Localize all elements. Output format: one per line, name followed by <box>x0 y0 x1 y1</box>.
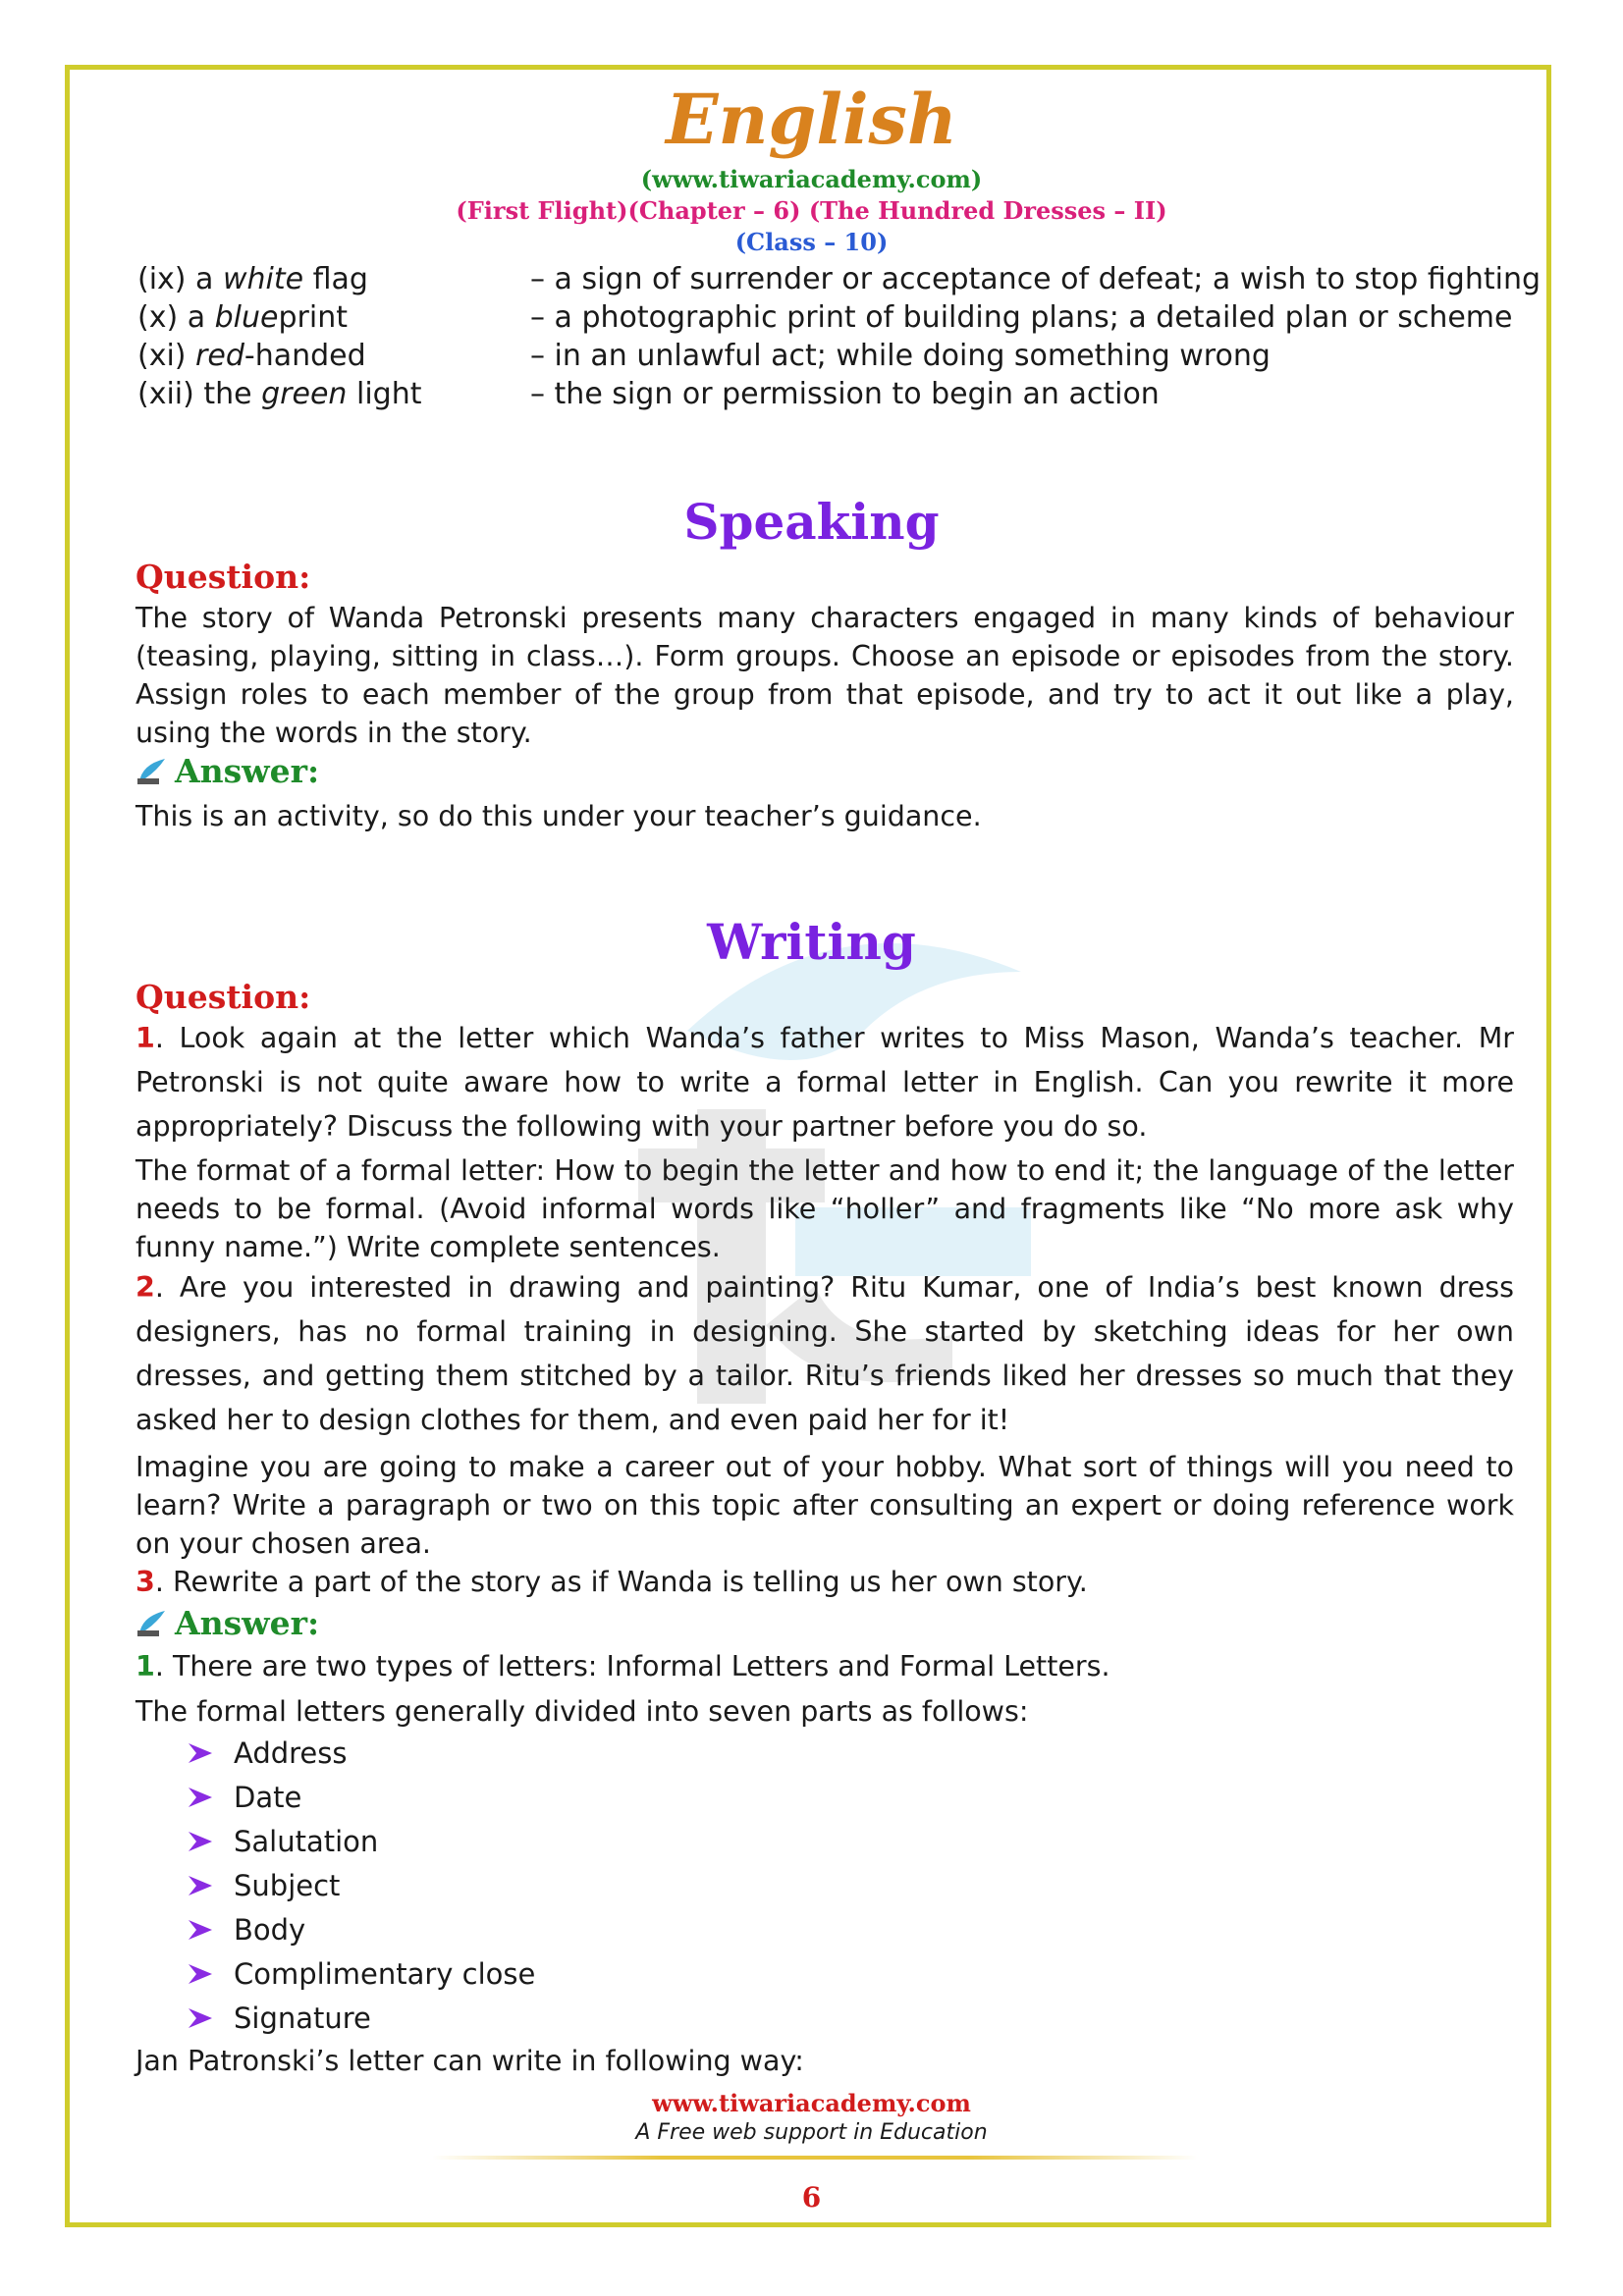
vocab-definition: – a sign of surrender or acceptance of defeat; a wish to stop fighting <box>530 262 1541 296</box>
header-chapter: (First Flight)(Chapter – 6) (The Hundred Dresses – II) <box>456 196 1167 225</box>
arrow-bullet-icon <box>187 1830 214 1853</box>
header-website: (www.tiwariacademy.com) <box>640 165 983 193</box>
list-item: Complimentary close <box>187 1952 535 1997</box>
writing-question-1: 1. Look again at the letter which Wanda’s father writes to Miss Mason, Wanda’s teacher. Mr Petronski is not quite aware how to write a formal letter in English. Can you rewrite it more appropriately? Discuss the following with your partner before you do so. <box>135 1022 1514 1143</box>
header-class: (Class – 10) <box>734 228 889 256</box>
speaking-answer-text: This is an activity, so do this under your teacher’s guidance. <box>135 800 982 832</box>
arrow-bullet-icon <box>187 1786 214 1809</box>
page-number: 6 <box>801 2181 822 2214</box>
writing-answer-label: Answer: <box>135 1604 319 1642</box>
list-item: Address <box>187 1732 535 1776</box>
formal-letter-parts-intro: The formal letters generally divided into seven parts as follows: <box>135 1695 1029 1728</box>
speaking-heading: Speaking <box>683 493 940 551</box>
speaking-question-text: The story of Wanda Petronski presents many characters engaged in many kinds of behaviour (teasing, playing, sitting in class…). Form groups. Choose an episode or episodes from the story. Assign roles to each member of the group from that episode, and try to act it out like a play, using the words in the story. <box>135 602 1514 749</box>
arrow-bullet-icon <box>187 1874 214 1897</box>
vocab-term: (xii) the green light <box>137 377 422 411</box>
footer-divider <box>432 2156 1198 2160</box>
arrow-bullet-icon <box>187 1741 214 1765</box>
vocab-term: (ix) a white flag <box>137 262 368 296</box>
footer-tagline: A Free web support in Education <box>635 2120 988 2145</box>
vocab-term: (xi) red-handed <box>137 339 366 373</box>
speaking-answer-label: Answer: <box>135 752 319 790</box>
vocab-definition: – the sign or permission to begin an action <box>530 377 1160 411</box>
writing-question-label: Question: <box>135 978 311 1016</box>
list-item: Subject <box>187 1864 535 1908</box>
arrow-bullet-icon <box>187 1918 214 1942</box>
writing-question-1-format: The format of a formal letter: How to begin the letter and how to end it; the language of the letter needs to be formal. (Avoid informal words like “holler” and fragments like “No more ask why funny name.”) Write complete sentences. <box>135 1154 1514 1263</box>
writing-question-3: 3. Rewrite a part of the story as if Wanda is telling us her own story. <box>135 1566 1088 1598</box>
writing-answer-1: 1. There are two types of letters: Informal Letters and Formal Letters. <box>135 1650 1110 1682</box>
list-item: Body <box>187 1908 535 1952</box>
quill-icon <box>135 1609 169 1638</box>
writing-question-2: 2. Are you interested in drawing and painting? Ritu Kumar, one of India’s best known dress designers, has no formal training in designing. She started by sketching ideas for her own dresses, and getting them stitched by a tailor. Ritu’s friends liked her dresses so much that they asked her to design clothes for them, and even paid her for it! <box>135 1271 1514 1436</box>
subject-title: English <box>666 79 957 160</box>
list-item: Date <box>187 1776 535 1820</box>
vocab-definition: – in an unlawful act; while doing something wrong <box>530 339 1271 373</box>
writing-question-2-imagine: Imagine you are going to make a career out of your hobby. What sort of things will you need to learn? Write a paragraph or two on this topic after consulting an expert or doing reference work on your chosen area. <box>135 1451 1514 1560</box>
list-item: Signature <box>187 1997 535 2041</box>
arrow-bullet-icon <box>187 1962 214 1986</box>
formal-letter-parts-list <box>187 1732 535 2041</box>
list-item: Salutation <box>187 1820 535 1864</box>
vocab-term: (x) a blueprint <box>137 300 348 335</box>
writing-heading: Writing <box>707 913 916 971</box>
vocab-definition: – a photographic print of building plans; a detailed plan or scheme <box>530 300 1513 335</box>
quill-icon <box>135 757 169 786</box>
footer-url[interactable]: www.tiwariacademy.com <box>652 2089 971 2117</box>
speaking-question-label: Question: <box>135 558 311 596</box>
letter-intro-text: Jan Patronski’s letter can write in following way: <box>135 2045 804 2077</box>
arrow-bullet-icon <box>187 2006 214 2030</box>
